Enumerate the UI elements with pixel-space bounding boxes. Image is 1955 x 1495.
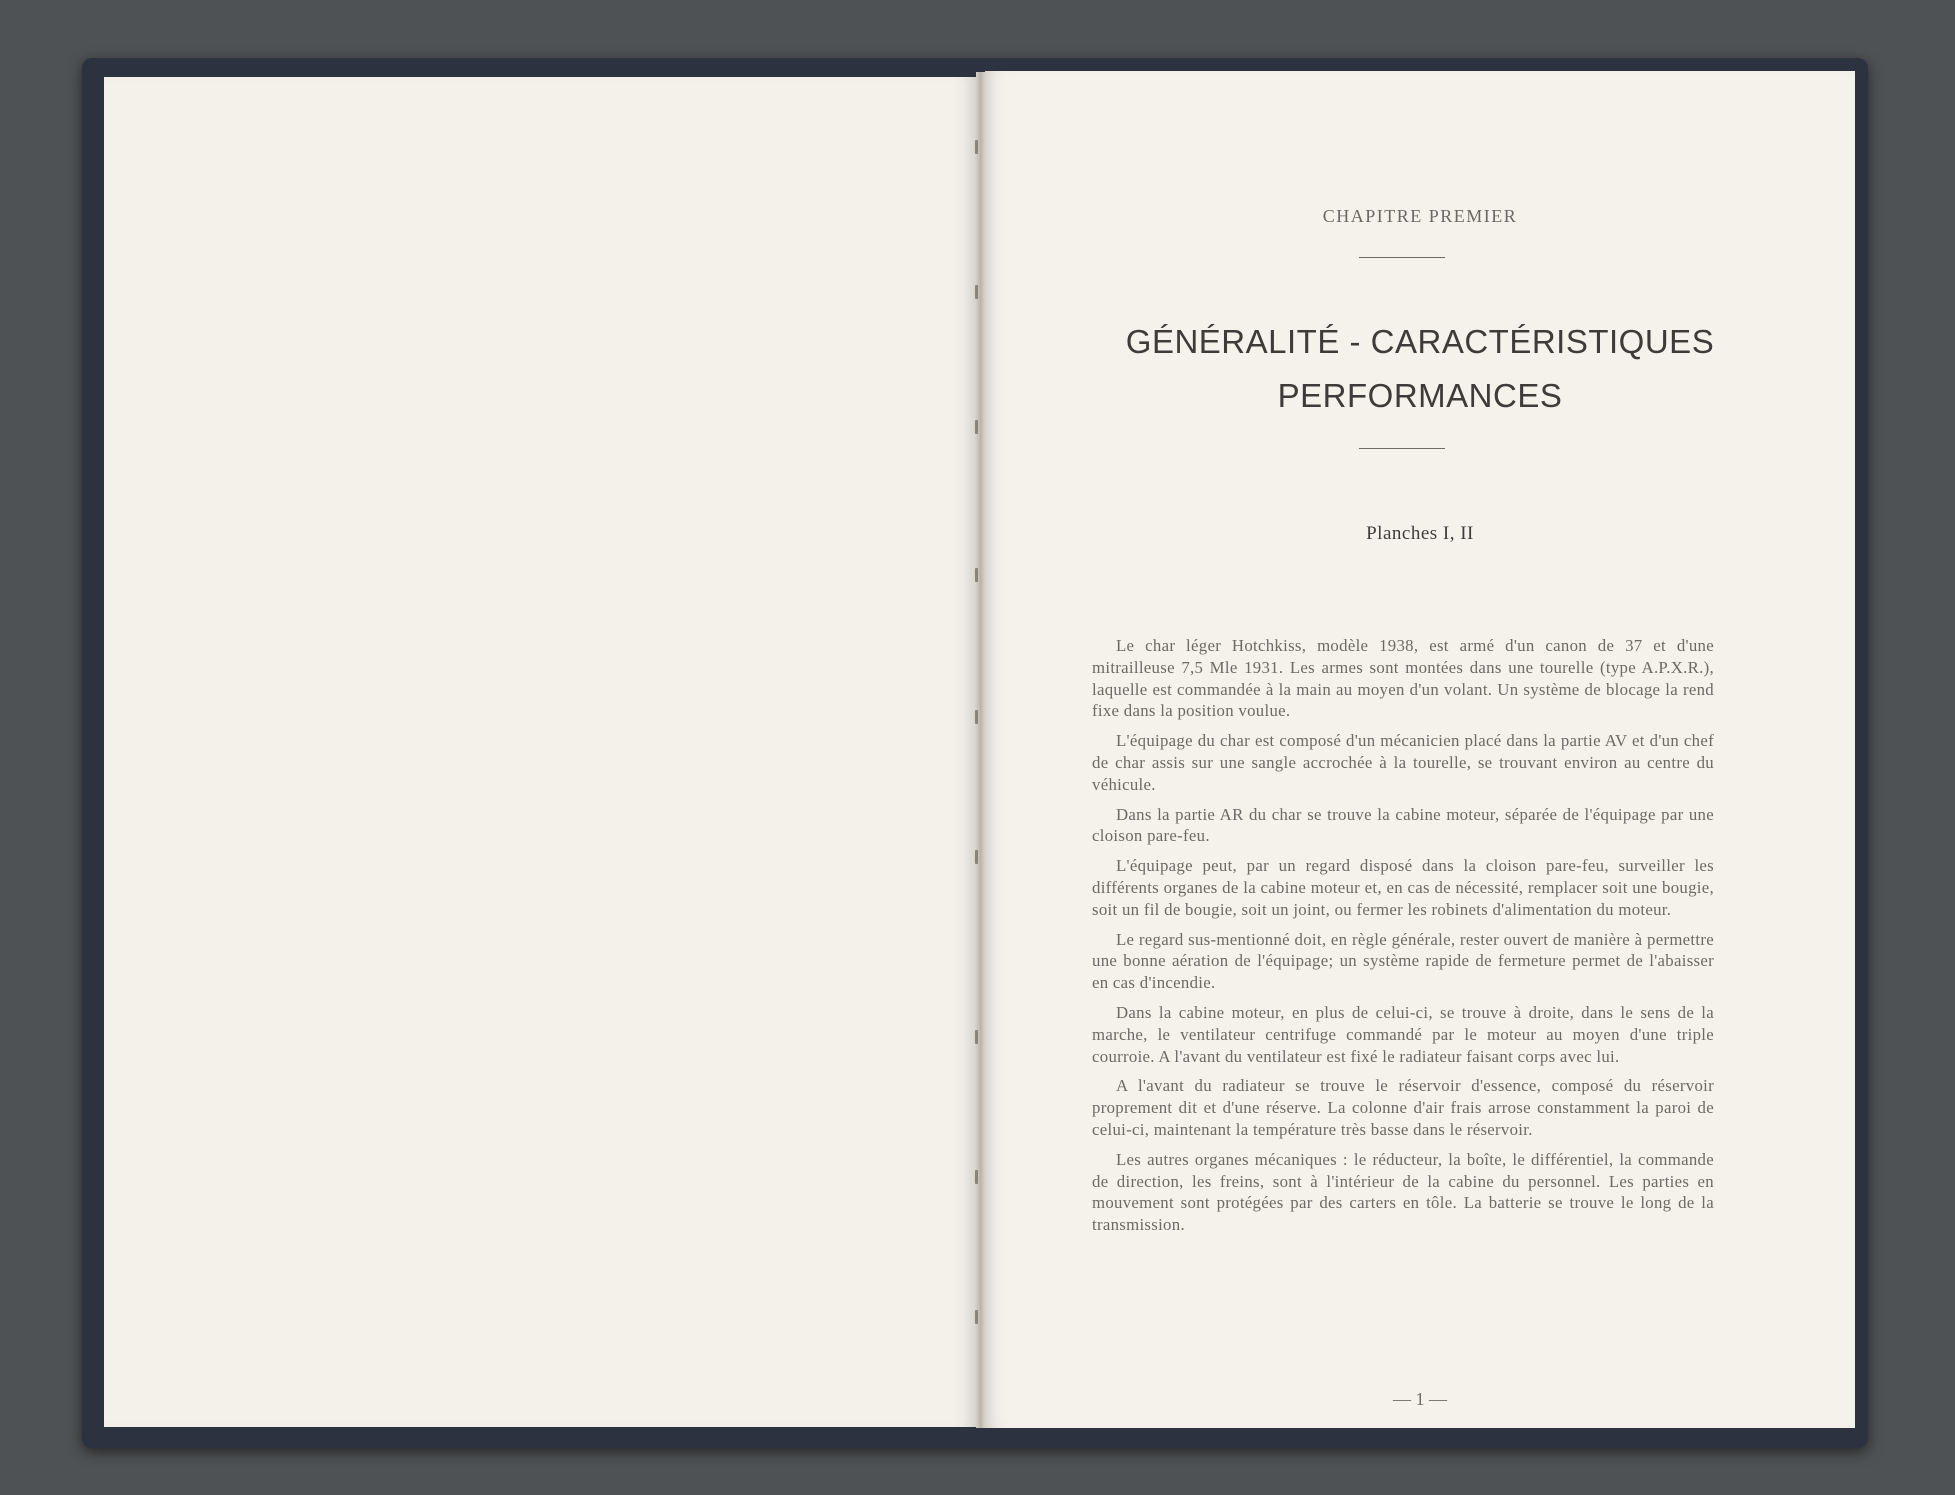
page-title [985, 315, 1855, 423]
paragraph: A l'avant du radiateur se trouve le réservoir d'essence, composé du réservoir proprement dit et d'une réserve. La colonne d'air frais arrose constamment la paroi de celui-ci, maintenant la température très basse dans le réservoir. [1092, 1076, 1714, 1139]
binding-stitch [975, 568, 978, 582]
paragraph: Dans la partie AR du char se trouve la cabine moteur, séparée de l'équipage par une cloison pare-feu. [1092, 804, 1714, 846]
binding-stitch [975, 140, 978, 154]
binding-stitch [975, 850, 978, 864]
title-line: PERFORMANCES [1277, 377, 1563, 414]
right-page [985, 71, 1855, 1428]
plates-reference: Planches I, II [1366, 523, 1474, 544]
page-number: — 1 — [1393, 1389, 1447, 1409]
divider-rule [1359, 448, 1445, 449]
binding-stitch [975, 420, 978, 434]
paragraph: Le char léger Hotchkiss, modèle 1938, est armé d'un canon de 37 et d'une mitrailleuse 7,5 Mle 1931. Les armes sont montées dans une tourelle (type A.P.X.R.), laquelle est commandée à la main au moyen d'un volant. Un système de blocage la rend fixe dans la position voulue. [1092, 636, 1714, 721]
binding-stitch [975, 1170, 978, 1184]
divider-rule [1359, 257, 1445, 258]
paragraph: L'équipage peut, par un regard disposé dans la cloison pare-feu, surveiller les différents organes de la cabine moteur et, en cas de nécessité, remplacer soit une bougie, soit un fil de bougie, soit un joint, ou fermer les robinets d'alimentation du moteur. [1092, 856, 1714, 919]
body-text [1092, 635, 1714, 1244]
left-page-blank [104, 77, 976, 1427]
chapter-heading: CHAPITRE PREMIER [1322, 206, 1518, 226]
paragraph: Dans la cabine moteur, en plus de celui-ci, se trouve à droite, dans le sens de la marche, le ventilateur centrifuge commandé par le moteur au moyen d'une triple courroie. A l'avant du ventilateur est fixé le radiateur faisant corps avec lui. [1092, 1002, 1714, 1066]
binding-stitch [975, 1030, 978, 1044]
binding-stitch [975, 285, 978, 299]
binding-stitch [975, 710, 978, 724]
binding-stitch [975, 1310, 978, 1324]
title-line: GÉNÉRALITÉ - CARACTÉRISTIQUES [1125, 323, 1715, 360]
paragraph: L'équipage du char est composé d'un mécanicien placé dans la partie AV et d'un chef de char assis sur une sangle accrochée à la tourelle, se trouvant environ au centre du véhicule. [1092, 731, 1714, 794]
book-gutter [976, 72, 985, 1428]
paragraph: Le regard sus-mentionné doit, en règle générale, rester ouvert de manière à permettre une bonne aération de l'équipage; un système rapide de fermeture permet de l'abaisser en cas d'incendie. [1092, 929, 1714, 993]
paragraph: Les autres organes mécaniques : le réducteur, la boîte, le différentiel, la commande de direction, les freins, sont à l'intérieur de la cabine du personnel. Les parties en mouvement sont protégées par des carters en tôle. La batterie se trouve le long de la transmission. [1092, 1149, 1714, 1235]
